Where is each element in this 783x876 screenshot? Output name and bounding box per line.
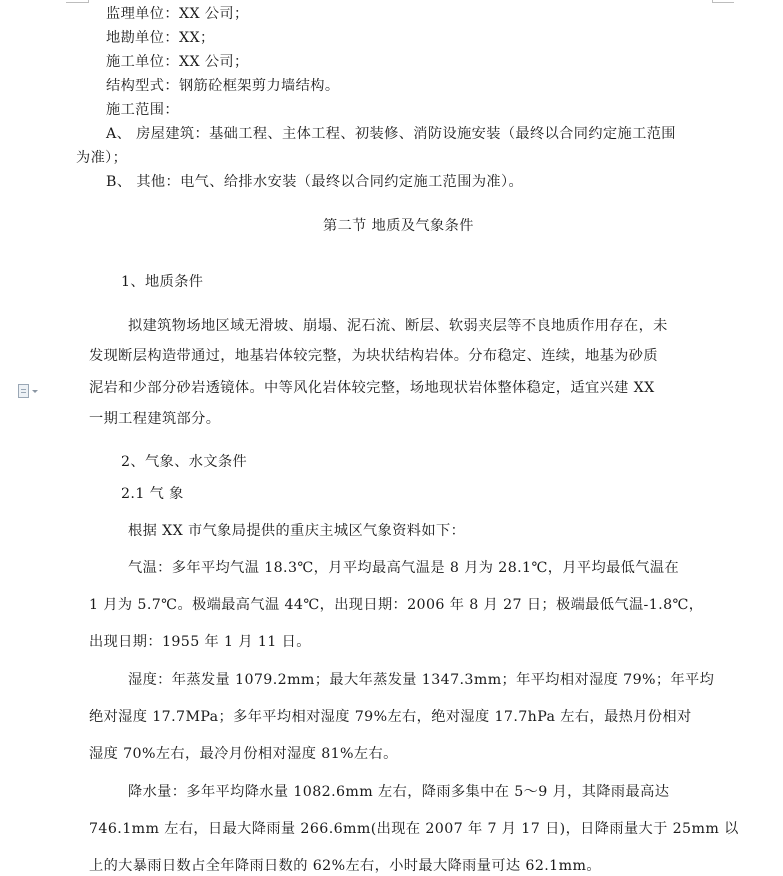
rainfall-line2: 746.1mm 左右，日最大降雨量 266.6mm(出现在 2007 年 7 月 17 日)，日降雨量大于 25mm 以: [89, 821, 739, 837]
geology-para-line1: 拟建筑物场地区域无滑坡、崩塌、泥石流、断层、软弱夹层等不良地质作用存在，未: [128, 318, 668, 334]
rainfall-line3: 上的大暴雨日数占全年降雨日数的 62%左右，小时最大降雨量可达 62.1mm。: [89, 858, 601, 874]
survey-unit-line: 地勘单位：XX；: [106, 30, 215, 46]
geology-para-line4: 一期工程建筑部分。: [89, 411, 221, 427]
scope-heading: 施工范围：: [106, 102, 179, 118]
geology-para-line3: 泥岩和少部分砂岩透镜体。中等风化岩体较完整，场地现状岩体整体稳定，适宜兴建 XX: [89, 380, 655, 396]
climate-heading: 2、气象、水文条件: [121, 454, 248, 470]
scope-b-line: B、 其他：电气、给排水安装（最终以合同约定施工范围为准）。: [106, 174, 524, 190]
rainfall-line1: 降水量：多年平均降水量 1082.6mm 左右，降雨多集中在 5～9 月，其降雨最高达: [128, 784, 670, 800]
geology-heading: 1、地质条件: [121, 274, 204, 290]
geology-para-line2: 发现断层构造带通过，地基岩体较完整，为块状结构岩体。分布稳定、连续，地基为砂质: [89, 348, 658, 364]
temperature-line2: 1 月为 5.7℃。极端最高气温 44℃，出现日期：2006 年 8 月 27 日；极端最低气温-1.8℃，: [89, 597, 704, 613]
humidity-line2: 绝对湿度 17.7MPa；多年平均相对湿度 79%左右，绝对湿度 17.7hPa 左右，最热月份相对: [89, 709, 692, 725]
corner-mark-top-right-v: [712, 0, 713, 3]
paragraph-options-icon[interactable]: [18, 383, 40, 399]
document-icon: [18, 384, 29, 398]
temperature-line1: 气温：多年平均气温 18.3℃，月平均最高气温是 8 月为 28.1℃，月平均最低气温在: [128, 560, 680, 576]
construction-unit-line: 施工单位：XX 公司；: [106, 54, 249, 70]
temperature-line3: 出现日期：1955 年 1 月 11 日。: [89, 634, 311, 650]
scope-a-line2: 为准）；: [76, 150, 128, 166]
humidity-line1: 湿度：年蒸发量 1079.2mm；最大年蒸发量 1347.3mm；年平均相对湿度 79%；年平均: [128, 672, 715, 688]
corner-mark-top-left-v: [88, 0, 89, 3]
climate-intro: 根据 XX 市气象局提供的重庆主城区气象资料如下：: [128, 523, 466, 539]
scope-a-line1: A、 房屋建筑：基础工程、主体工程、初装修、消防设施安装（最终以合同约定施工范围: [106, 126, 676, 142]
supervision-unit-line: 监理单位：XX 公司；: [106, 6, 249, 22]
climate-subheading: 2.1 气 象: [121, 486, 184, 502]
humidity-line3: 湿度 70%左右，最冷月份相对湿度 81%左右。: [89, 746, 398, 762]
corner-mark-top-left: [66, 2, 88, 3]
corner-mark-top-right: [712, 2, 734, 3]
structure-type-line: 结构型式：钢筋砼框架剪力墙结构。: [106, 78, 340, 94]
chevron-down-icon: [32, 390, 38, 393]
section-title: 第二节 地质及气象条件: [323, 218, 474, 234]
